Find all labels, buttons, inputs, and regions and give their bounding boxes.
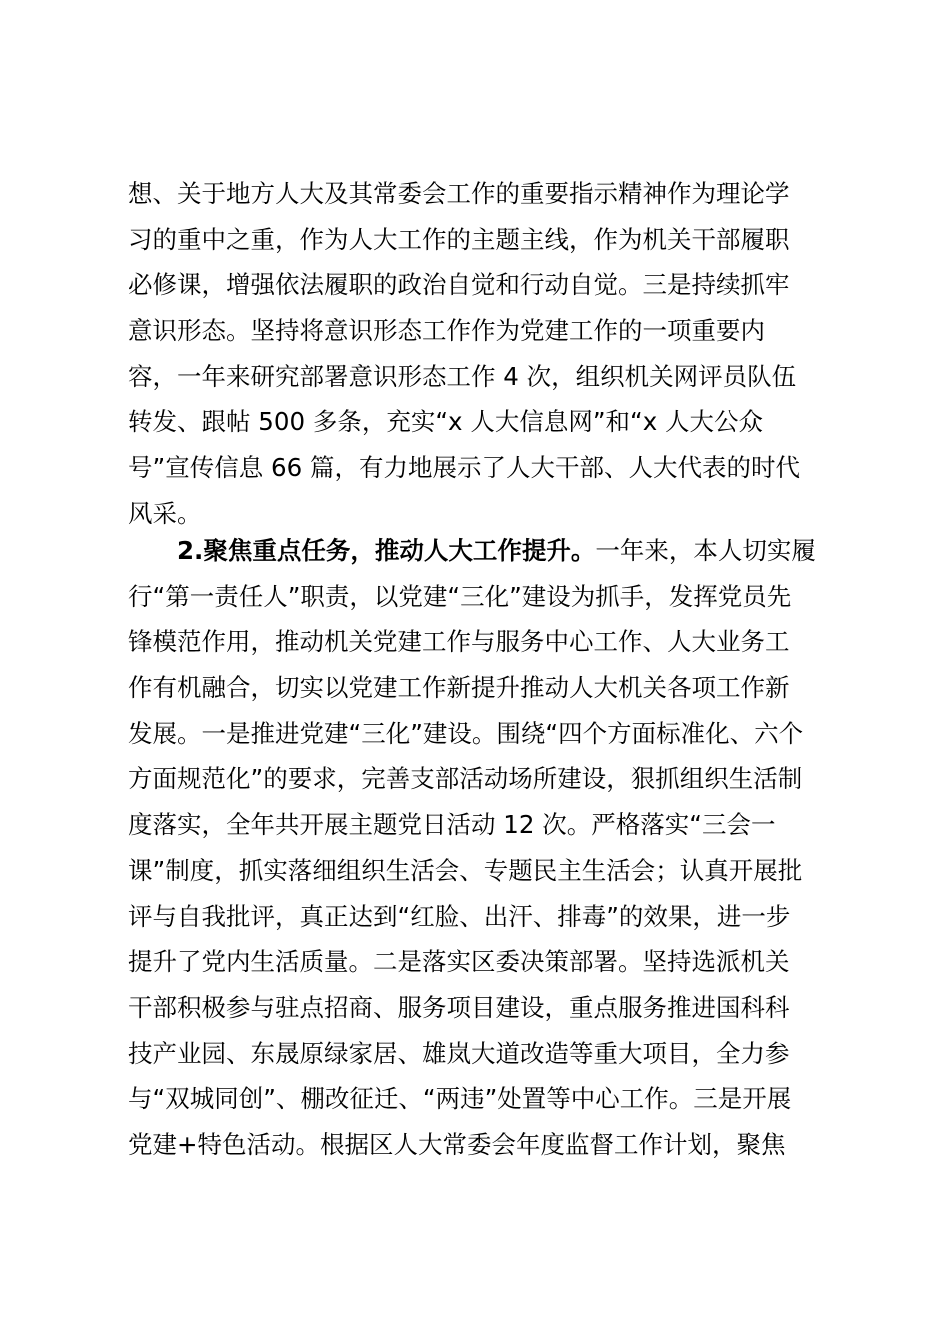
- paragraph-line: 技产业园、东晟原绿家居、雄岚大道改造等重大项目，全力参: [128, 1038, 790, 1068]
- paragraph-line: 转发、跟帖 500 多条，充实“x 人大信息网”和“x 人大公众: [128, 407, 763, 437]
- paragraph-line: 课”制度，抓实落细组织生活会、专题民主生活会；认真开展批: [128, 855, 803, 885]
- paragraph-line: 与“双城同创”、棚改征迁、“两违”处置等中心工作。三是开展: [128, 1084, 792, 1114]
- paragraph-line: 党建+特色活动。根据区人大常委会年度监督工作计划，聚焦: [128, 1129, 786, 1159]
- paragraph-2: [128, 528, 828, 1168]
- paragraph-line: 号”宣传信息 66 篇，有力地展示了人大干部、人大代表的时代: [128, 453, 800, 483]
- paragraph-line: 干部积极参与驻点招商、服务项目建设，重点服务推进国科科: [128, 992, 790, 1022]
- paragraph-line: 行“第一责任人”职责，以党建“三化”建设为抓手，发挥党员先: [128, 581, 792, 611]
- paragraph-first-line: [128, 528, 828, 574]
- paragraph-line: 锋模范作用，推动机关党建工作与服务中心工作、人大业务工: [128, 627, 790, 657]
- section-heading: 2.聚焦重点任务，推动人大工作提升。: [177, 536, 596, 565]
- paragraph-line: 方面规范化”的要求，完善支部活动场所建设，狠抓组织生活制: [128, 764, 803, 794]
- paragraph-line: 想、关于地方人大及其常委会工作的重要指示精神作为理论学: [128, 179, 790, 208]
- paragraph-line: 意识形态。坚持将意识形态工作作为党建工作的一项重要内: [128, 316, 765, 346]
- paragraph-line: 必修课，增强依法履职的政治自觉和行动自觉。三是持续抓牢: [128, 270, 790, 300]
- paragraph-line: 提升了党内生活质量。二是落实区委决策部署。坚持选派机关: [128, 947, 790, 977]
- paragraph-line: 度落实，全年共开展主题党日活动 12 次。严格落实“三会一: [128, 810, 776, 840]
- paragraph-line: 习的重中之重，作为人大工作的主题主线，作为机关干部履职: [128, 224, 790, 254]
- paragraph-line: 评与自我批评，真正达到“红脸、出汗、排毒”的效果，进一步: [128, 901, 791, 931]
- paragraph-line: 作有机融合，切实以党建工作新提升推动人大机关各项工作新: [128, 673, 790, 703]
- paragraph-line: 风采。: [128, 498, 202, 528]
- paragraph-1: [128, 171, 828, 537]
- paragraph-line: 发展。一是推进党建“三化”建设。围绕“四个方面标准化、六个: [128, 718, 804, 748]
- paragraph-line-text: 一年来，本人切实履: [595, 536, 816, 565]
- paragraph-line: 容，一年来研究部署意识形态工作 4 次，组织机关网评员队伍: [128, 361, 797, 391]
